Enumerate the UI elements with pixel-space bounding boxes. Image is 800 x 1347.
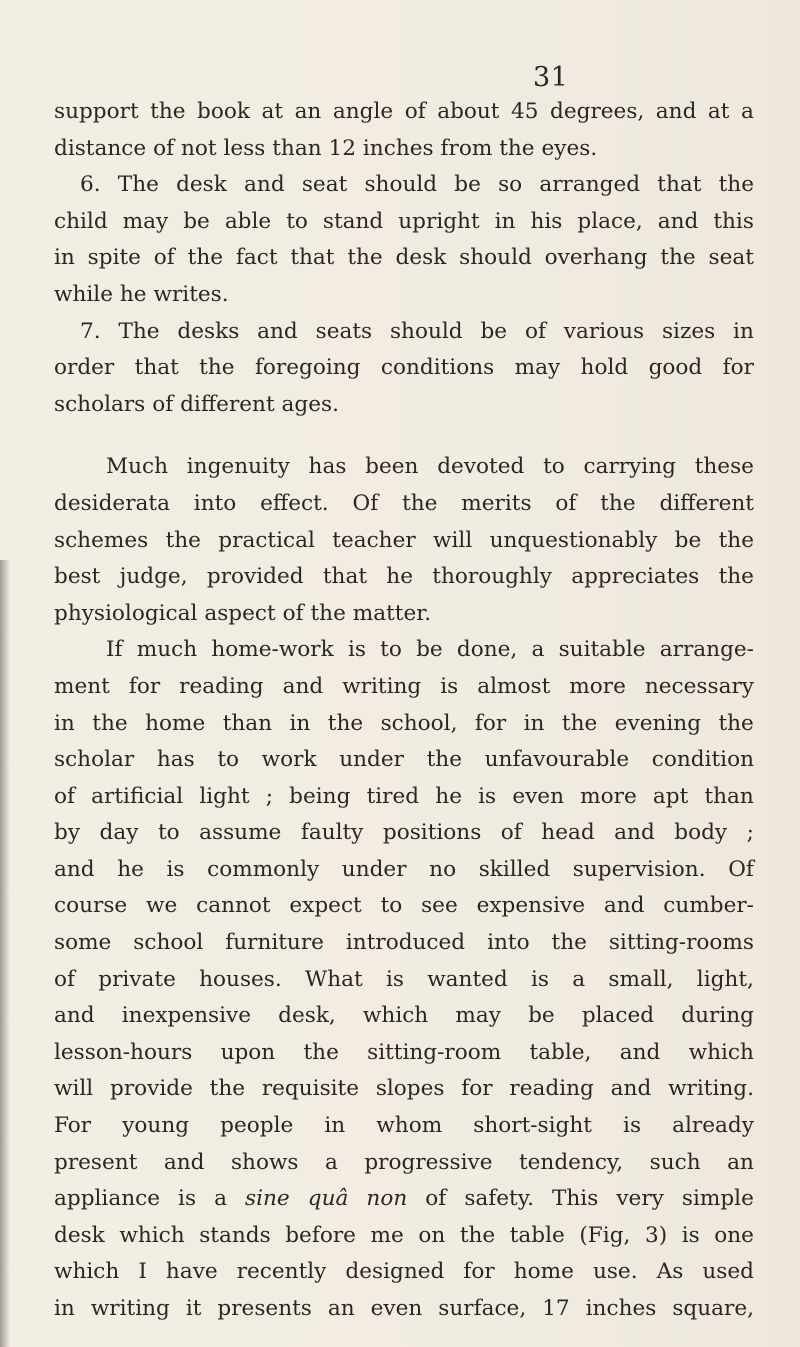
text-line: 6. The desk and seat should be so arranged that the (80, 172, 754, 198)
text-line: in spite of the fact that the desk should overhang the seat (54, 245, 754, 271)
text-line: while he writes. (54, 281, 229, 307)
text-line: 7. The desks and seats should be of various sizes in (80, 318, 754, 344)
paragraph-continuation (54, 94, 754, 167)
paragraph-item-6 (54, 167, 754, 313)
text-line: scholar has to work under the unfavourable condition (54, 747, 754, 773)
text-line: by day to assume faulty positions of head and body ; (54, 820, 754, 846)
text-line: present and shows a progressive tendency, such an (54, 1149, 754, 1175)
text-line: Much ingenuity has been devoted to carrying these (106, 454, 754, 480)
text-line: child may be able to stand upright in his place, and this (54, 208, 754, 234)
body-text (54, 94, 754, 1328)
text-line: support the book at an angle of about 45 degrees, and at a (54, 99, 754, 124)
text-line: of private houses. What is wanted is a small, light, (54, 966, 754, 992)
text-line: scholars of different ages. (54, 391, 339, 417)
text-line: schemes the practical teacher will unquestionably be the (54, 527, 754, 553)
text-line: appliance is a sine quâ non of safety. This very simple (54, 1186, 754, 1212)
text-line: in the home than in the school, for in the evening the (54, 710, 754, 736)
paragraph-home-work (54, 632, 754, 1327)
text-line: desk which stands before me on the table (Fig, 3) is one (54, 1222, 754, 1248)
paragraph-item-7 (54, 314, 754, 424)
text-line: and inexpensive desk, which may be placed during (54, 1003, 754, 1029)
text-line: some school furniture introduced into the sitting-rooms (54, 930, 754, 956)
text-line: will provide the requisite slopes for reading and writing. (54, 1076, 754, 1102)
text-line: course we cannot expect to see expensive and cumber- (54, 893, 754, 919)
text-line: which I have recently designed for home use. As used (54, 1259, 754, 1285)
text-line: For young people in whom short-sight is already (54, 1113, 754, 1139)
text-line: in writing it presents an even surface, 17 inches square, (54, 1296, 754, 1321)
text-line: If much home-work is to be done, a suitable arrange- (106, 637, 754, 663)
paragraph-much-ingenuity (54, 449, 754, 632)
text-line: order that the foregoing conditions may hold good for (54, 355, 754, 381)
paragraph-gap (54, 423, 754, 449)
text-line: and he is commonly under no skilled supervision. Of (54, 856, 754, 882)
text-line: of artificial light ; being tired he is even more apt than (54, 783, 754, 809)
text-line: lesson-hours upon the sitting-room table, and which (54, 1039, 754, 1065)
page-number: 31 (533, 62, 569, 93)
text-line: physiological aspect of the matter. (54, 600, 432, 626)
text-line: ment for reading and writing is almost more necessary (54, 673, 754, 699)
text-line: desiderata into effect. Of the merits of the different (54, 490, 754, 516)
binding-shadow (0, 560, 10, 1347)
text-line: distance of not less than 12 inches from the eyes. (54, 135, 598, 161)
text-line: best judge, provided that he thoroughly appreciates the (54, 564, 754, 590)
